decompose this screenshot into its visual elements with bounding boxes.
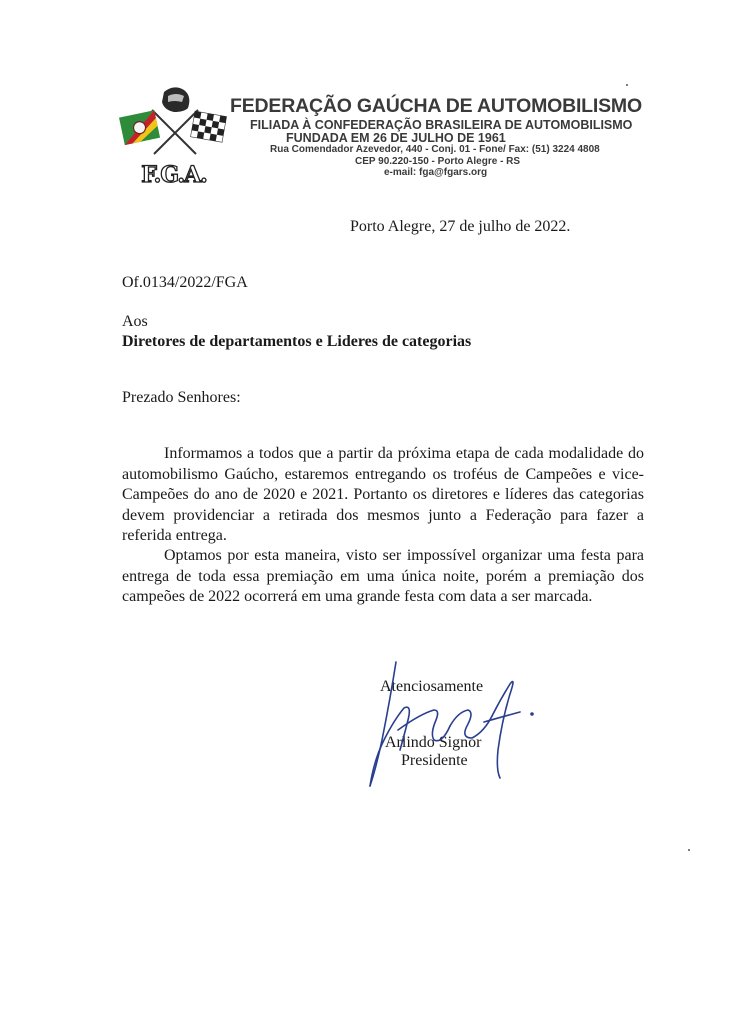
affiliation-line: FILIADA À CONFEDERAÇÃO BRASILEIRA DE AUTOMOBILISMO	[250, 118, 633, 132]
body-paragraph: Informamos a todos que a partir da próxima etapa de cada modalidade do automobilismo Gaúcho, estaremos entregando os troféus de Campeões e vice-Campeões do ano de 2020 e 2021. Portanto os diretores e líderes das categorias devem providenciar a retirada dos mesmos junto a Federação para fazer a referida entrega.	[122, 445, 644, 544]
reference-number: Of.0134/2022/FGA	[122, 274, 248, 291]
salutation-to: Aos	[122, 313, 148, 330]
greeting: Prezado Senhores:	[122, 389, 241, 406]
body-paragraph: Optamos por esta maneira, visto ser impossível organizar uma festa para entrega de toda essa premiação em uma única noite, porém a premiação dos campeões de 2022 ocorrerá em uma grande festa com data a ser marcada.	[122, 547, 644, 605]
scan-speck	[626, 84, 628, 86]
recipients: Diretores de departamentos e Lideres de categorias	[122, 333, 472, 350]
closing: Atenciosamente	[380, 678, 484, 695]
founded-line: FUNDADA EM 26 DE JULHO DE 1961	[286, 131, 506, 145]
handwritten-signature	[360, 660, 545, 790]
signer-title: Presidente	[401, 752, 468, 769]
scan-speck	[688, 849, 690, 851]
svg-text:F.G.A.: F.G.A.	[141, 162, 207, 188]
signer-name: Arlindo Signor	[385, 734, 482, 751]
fga-logo	[118, 82, 230, 190]
federation-title: FEDERAÇÃO GAÚCHA DE AUTOMOBILISMO	[230, 95, 642, 117]
address-line: Rua Comendador Azevedor, 440 - Conj. 01 - Fone/ Fax: (51) 3224 4808	[270, 144, 600, 155]
date-line: Porto Alegre, 27 de julho de 2022.	[350, 218, 571, 235]
email-line: e-mail: fga@fgars.org	[384, 167, 488, 178]
cep-line: CEP 90.220-150 - Porto Alegre - RS	[355, 156, 521, 167]
